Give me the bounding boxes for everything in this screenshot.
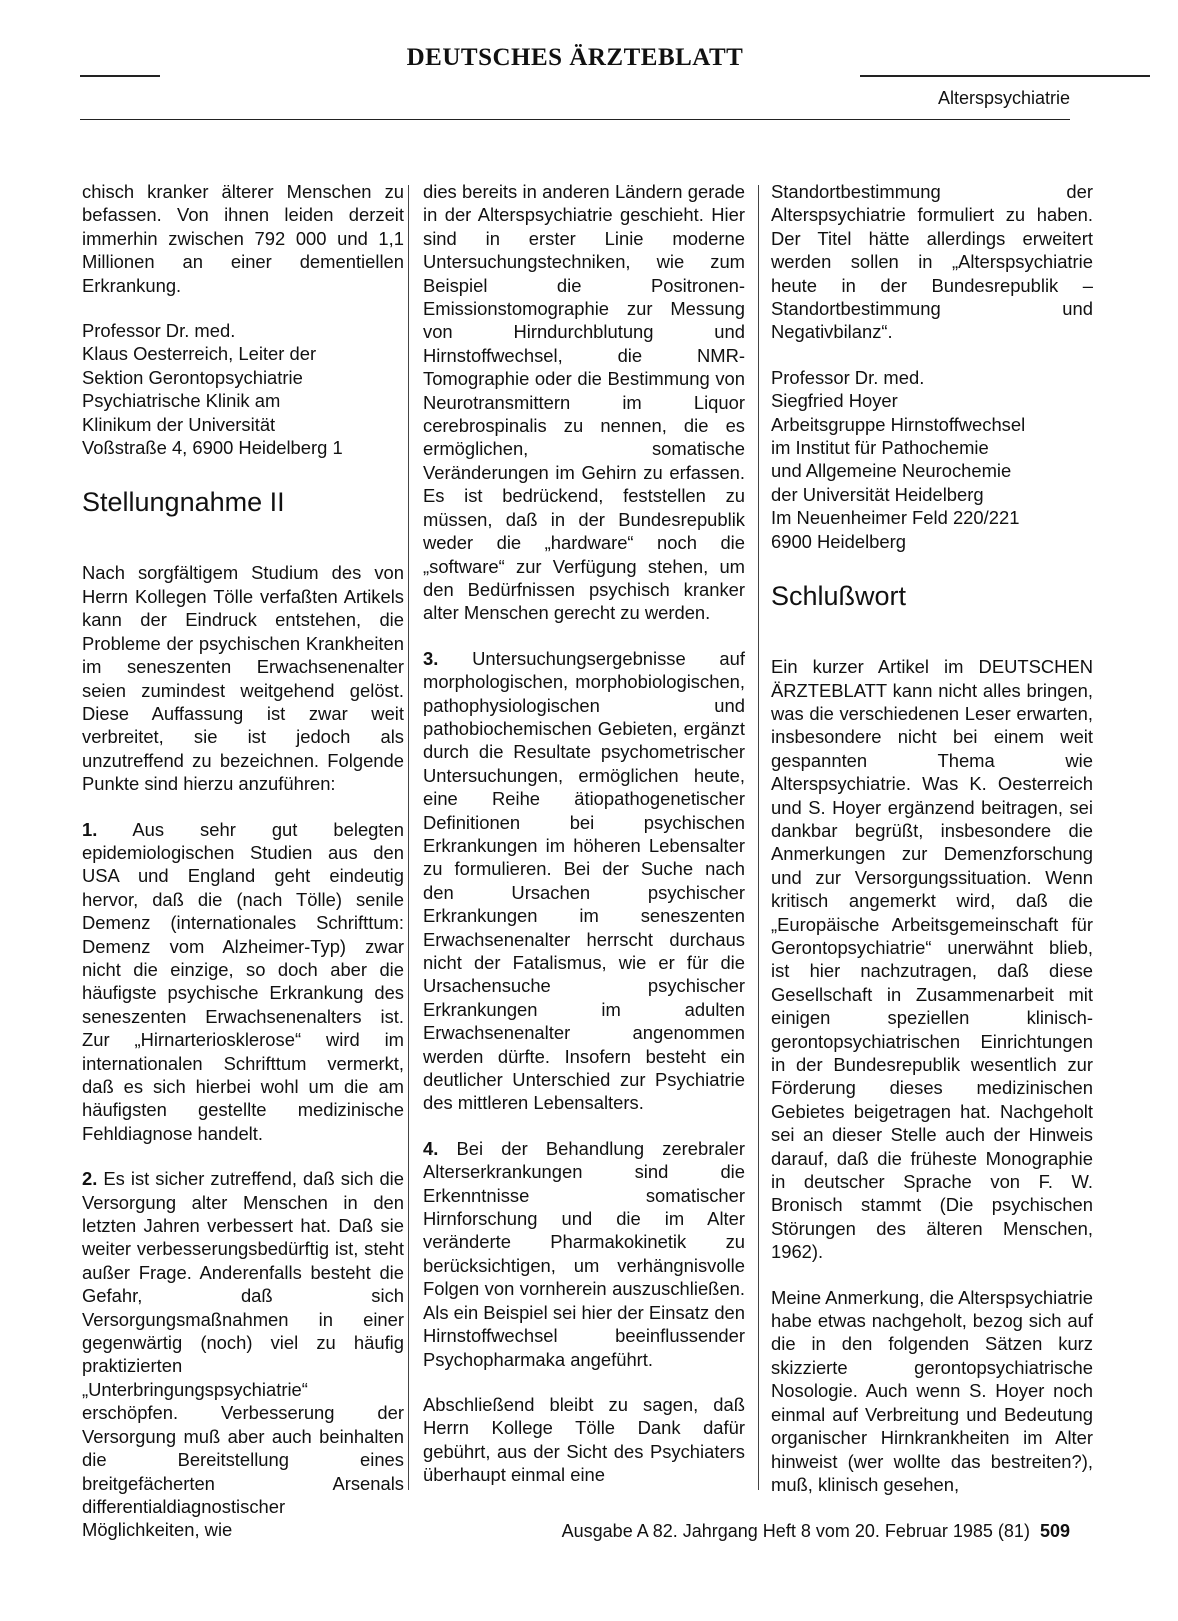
- point-number: 1.: [82, 818, 98, 840]
- section-heading: Stellungnahme II: [82, 487, 285, 518]
- section-label: Alterspsychiatrie: [937, 88, 1070, 108]
- numbered-paragraph: [423, 1137, 745, 1371]
- numbered-paragraph: [82, 1167, 404, 1542]
- author-address: [771, 366, 1093, 553]
- journal-title: DEUTSCHES ÄRZTEBLATT: [406, 44, 744, 71]
- point-number: 2.: [82, 1168, 98, 1190]
- masthead: [80, 44, 1070, 78]
- address-line: Voßstraße 4, 6900 Heidelberg 1: [82, 437, 343, 459]
- paragraph: Nach sorgfältigem Studium des von Herrn Kollegen Tölle verfaßten Artikels kann der Eindruck entstehen, die Probleme der psychischen Krankheiten im seneszenten Erwachsenenalter seien zumindest weitgehend gelöst. Diese Auffassung ist zwar weit verbreitet, sie ist jedoch als unzutreffend zu bezeichnen. Folgende Punkte sind hierzu anzuführen:: [82, 562, 404, 795]
- point-text: Bei der Behandlung zerebraler Alterserkrankungen sind die Erkenntnisse somatischer Hirnforschung und die im Alter veränderte Pharmakokinetik zu berücksichtigen, um verhängnisvolle Folgen von vornherein auszuschließen. Als ein Beispiel sei hier der Einsatz den Hirnstoffwechsel beeinflussender Psychopharmaka angeführt.: [423, 1137, 746, 1370]
- address-line: im Institut für Pathochemie: [771, 437, 989, 459]
- numbered-paragraph: [423, 647, 745, 1115]
- page-footer: [562, 1521, 1070, 1542]
- point-number: 3.: [423, 647, 439, 669]
- column-3: [771, 180, 1093, 1518]
- point-text: Aus sehr gut belegten epidemiologischen Studien aus den USA und England geht eindeutig hervor, daß die (nach Tölle) senile Demenz (internationales Schrifttum: Demenz vom Alzheimer-Typ) zwar nicht die einzige, so doch aber die häufigste psychische Erkrankung des seneszenten Erwachsenenalters ist. Zur „Hirnarteriosklerose“ wird im internationalen Schrifttum vermerkt, daß es sich hierbei wohl um die am häufigsten gestellte medizinische Fehldiagnose handelt.: [82, 818, 404, 1144]
- column-divider: [758, 185, 759, 1490]
- column-divider: [408, 185, 409, 1490]
- issue-info: Ausgabe A 82. Jahrgang Heft 8 vom 20. Februar 1985 (81): [561, 1521, 1030, 1541]
- paragraph: Ein kurzer Artikel im DEUTSCHEN ÄRZTEBLATT kann nicht alles bringen, was die verschiedenen Leser erwarten, insbesondere nicht bei einem weit gespannten Thema wie Alterspsychiatrie. Was K. Oesterreich und S. Hoyer ergänzend beitragen, sei dankbar begrüßt, insbesondere die Anmerkungen zur Demenzforschung und zur Versorgungssituation. Wenn kritisch angemerkt wird, daß die „Europäische Arbeitsgemeinschaft für Gerontopsychiatrie“ unerwähnt blieb, ist hier nachzutragen, daß diese Gesellschaft in Zusammenarbeit mit einigen speziellen klinisch-gerontopsychiatrischen Einrichtungen in der Bundesrepublik wesentlich zur Förderung dieses medizinischen Gebietes beigetragen hat. Nachgeholt sei an dieser Stelle auch der Hinweis darauf, daß die früheste Monographie in deutscher Sprache von F. W. Bronisch stammt (Die psychischen Störungen des älteren Menschen, 1962).: [771, 656, 1093, 1263]
- column-2: [423, 180, 745, 1509]
- address-line: Sektion Gerontopsychiatrie: [82, 366, 303, 388]
- masthead-rule-right: [860, 75, 1150, 77]
- column-1: [82, 180, 404, 1564]
- point-text: Untersuchungsergebnisse auf morphologischen, morphobiologischen, pathophysiologischen und pathobiochemischen Gebieten, ergänzt durch die Resultate psychometrischer Untersuchungen, ermöglichen heute, eine Reihe ätiopathogenetischer Definitionen bei psychischen Erkrankungen im höheren Lebensalter zu formulieren. Bei der Suche nach den Ursachen psychischer Erkrankungen im seneszenten Erwachsenenalter herrscht durchaus nicht der Fatalismus, wie er für die Ursachensuche psychischer Erkrankungen im adulten Erwachsenenalter angenommen werden dürfte. Insofern besteht ein deutlicher Unterschied zur Psychiatrie des mittleren Lebensalters.: [423, 647, 745, 1114]
- point-text: Es ist sicher zutreffend, daß sich die Versorgung alter Menschen in den letzten Jahren verbessert hat. Daß sie weiter verbesserungsbedürftig ist, steht außer Frage. Anderenfalls besteht die Gefahr, daß sich Versorgungsmaßnahmen in einer gegenwärtig (noch) viel zu häufig praktizierten „Unterbringungspsychiatrie“ erschöpfen. Verbesserung der Versorgung muß aber auch beinhalten die Bereitstellung eines breitgefächerten Arsenals differentialdiagnostischer Möglichkeiten, wie: [82, 1168, 404, 1541]
- header-rule: [80, 119, 1070, 120]
- address-line: Professor Dr. med.: [771, 366, 925, 388]
- address-line: der Universität Heidelberg: [771, 483, 984, 505]
- section-heading: Schlußwort: [771, 581, 907, 612]
- paragraph: Standortbestimmung der Alterspsychiatrie formuliert zu haben. Der Titel hätte allerdings erweitert werden sollen in „Alterspsychiatrie heute in der Bundesrepublik – Standortbestimmung und Negativbilanz“.: [771, 181, 1093, 343]
- address-line: und Allgemeine Neurochemie: [771, 460, 1012, 482]
- address-line: Professor Dr. med.: [82, 320, 236, 342]
- point-number: 4.: [423, 1137, 439, 1159]
- address-line: 6900 Heidelberg: [771, 530, 906, 552]
- address-line: Klinikum der Universität: [82, 413, 276, 435]
- paragraph: Abschließend bleibt zu sagen, daß Herrn Kollege Tölle Dank dafür gebührt, aus der Sicht des Psychiaters überhaupt einmal eine: [423, 1393, 745, 1486]
- masthead-rule-left: [80, 75, 160, 77]
- address-line: Psychiatrische Klinik am: [82, 390, 281, 412]
- address-line: Arbeitsgruppe Hirnstoffwechsel: [771, 413, 1026, 435]
- address-line: Klaus Oesterreich, Leiter der: [82, 343, 317, 365]
- address-line: Siegfried Hoyer: [771, 390, 898, 412]
- numbered-paragraph: [82, 818, 404, 1146]
- paragraph: Meine Anmerkung, die Alterspsychiatrie habe etwas nachgeholt, bezog sich auf die in den folgenden Sätzen kurz skizzierte gerontopsychiatrische Nosologie. Auch wenn S. Hoyer noch einmal auf Verbreitung und Bedeutung organischer Hirnkrankheiten im Alter hinweist (wer wollte das bestreiten?), muß, klinisch gesehen,: [771, 1286, 1093, 1495]
- paragraph: dies bereits in anderen Ländern gerade in der Alterspsychiatrie geschieht. Hier sind in erster Linie moderne Untersuchungstechniken, wie zum Beispiel die Positronen-Emissionstomographie zur Messung von Hirndurchblutung und Hirnstoffwechsel, die NMR-Tomographie oder die Bestimmung von Neurotransmittern im Liquor cerebrospinalis zu nennen, die es ermöglichen, somatische Veränderungen im Gehirn zu erfassen. Es ist bedrückend, feststellen zu müssen, daß in der Bundesrepublik weder die „hardware“ noch die „software“ zur Verfügung stehen, um den Bedürfnissen psychisch kranker alter Menschen gerecht zu werden.: [423, 181, 745, 624]
- page-number: 509: [1039, 1521, 1070, 1541]
- paragraph: chisch kranker älterer Menschen zu befassen. Von ihnen leiden derzeit immerhin zwischen 792 000 und 1,1 Millionen an einer dementiellen Erkrankung.: [82, 181, 404, 296]
- author-address: [82, 319, 404, 459]
- address-line: Im Neuenheimer Feld 220/221: [771, 507, 1020, 529]
